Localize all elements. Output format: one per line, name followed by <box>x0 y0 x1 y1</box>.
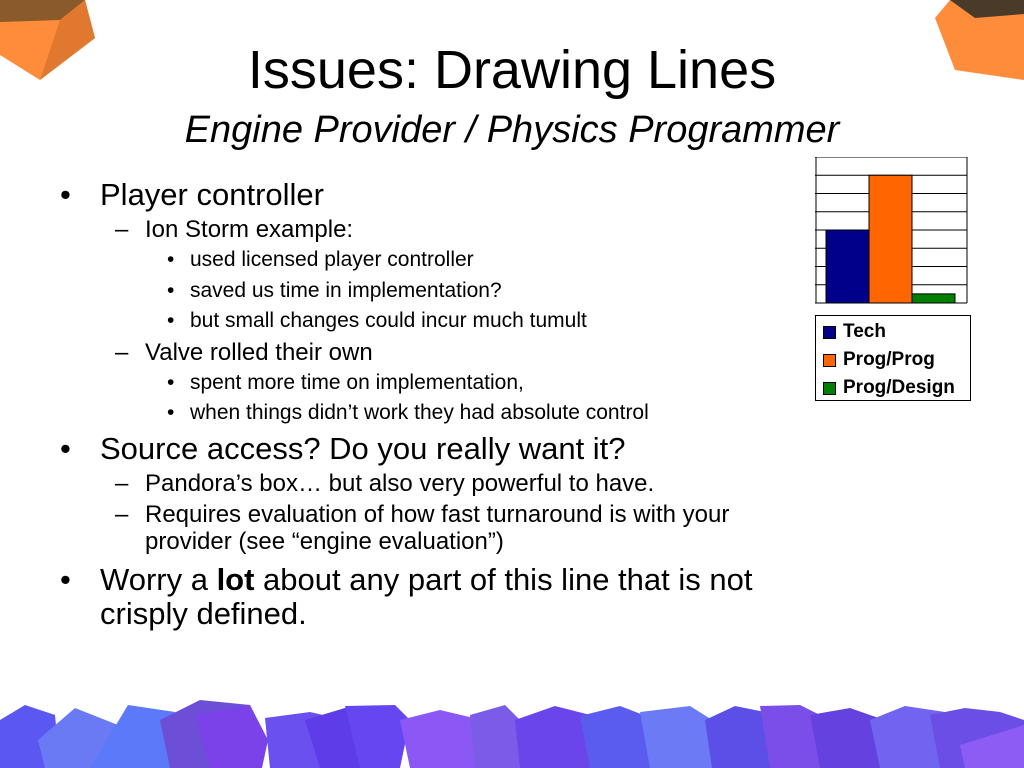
bullet-text: spent more time on implementation, <box>190 370 524 394</box>
slide-subtitle: Engine Provider / Physics Programmer <box>184 109 840 151</box>
bullet-text: but small changes could incur much tumult <box>190 309 587 332</box>
sub-sub-bullet-item <box>60 247 800 273</box>
bullet-marker: • <box>60 562 71 597</box>
bullet-marker: • <box>167 370 175 394</box>
bullet-marker: • <box>60 431 71 466</box>
bullet-marker: • <box>167 248 175 271</box>
sub-sub-bullet-item <box>60 308 800 334</box>
dash-marker: – <box>115 216 129 243</box>
sub-sub-bullet-item <box>60 400 800 426</box>
bar-prog-design <box>912 294 955 303</box>
bullet-text-bold: lot <box>216 562 255 597</box>
dash-marker: – <box>115 470 129 497</box>
bullet-text: Valve rolled their own <box>145 338 373 366</box>
purple-cubes-bottom <box>0 700 1024 768</box>
bullet-text: used licensed player controller <box>190 248 474 271</box>
bullet-text-pre: Worry a <box>100 562 217 597</box>
legend-label: Prog/Prog <box>843 349 935 370</box>
sub-bullet-item <box>60 470 800 497</box>
sub-sub-bullet-item <box>60 370 800 396</box>
chart-legend <box>815 315 971 401</box>
bullet-item <box>60 432 800 466</box>
bullet-item <box>60 563 800 631</box>
chart-bars <box>826 175 955 303</box>
bullet-list <box>60 178 800 635</box>
bullet-text: Player controller <box>100 177 324 212</box>
sub-bullet-item <box>60 501 800 555</box>
bullet-text-post: about any part of this line that is not crisply defined. <box>100 562 753 631</box>
bullet-marker: • <box>60 177 71 212</box>
bar-prog-prog <box>869 175 912 303</box>
sub-sub-bullet-item <box>60 278 800 304</box>
bullet-text: saved us time in implementation? <box>190 278 502 302</box>
legend-label: Tech <box>843 321 886 342</box>
bullet-marker: • <box>167 278 175 302</box>
bullet-text: Pandora’s box… but also very powerful to have. <box>145 470 655 497</box>
bullet-marker: • <box>167 401 175 424</box>
sub-bullet-item <box>60 339 800 366</box>
dash-marker: – <box>115 338 129 366</box>
bullet-text: Source access? Do you really want it? <box>100 431 626 466</box>
bullet-text: Ion Storm example: <box>145 216 354 243</box>
legend-swatch <box>823 382 836 395</box>
bullet-text: when things didn’t work they had absolute control <box>190 401 649 424</box>
bar-chart <box>815 157 969 305</box>
legend-swatch <box>823 326 836 339</box>
legend-swatch <box>823 354 836 367</box>
bar-tech <box>826 230 869 303</box>
legend-label: Prog/Design <box>843 377 955 398</box>
bullet-text <box>100 562 752 631</box>
slide-title: Issues: Drawing Lines <box>247 40 777 100</box>
bullet-text: Requires evaluation of how fast turnaround is with your provider (see “engine evaluation”) <box>145 501 730 555</box>
bullet-marker: • <box>167 309 175 332</box>
bullet-item <box>60 178 800 212</box>
sub-bullet-item <box>60 216 800 243</box>
dash-marker: – <box>115 501 129 528</box>
